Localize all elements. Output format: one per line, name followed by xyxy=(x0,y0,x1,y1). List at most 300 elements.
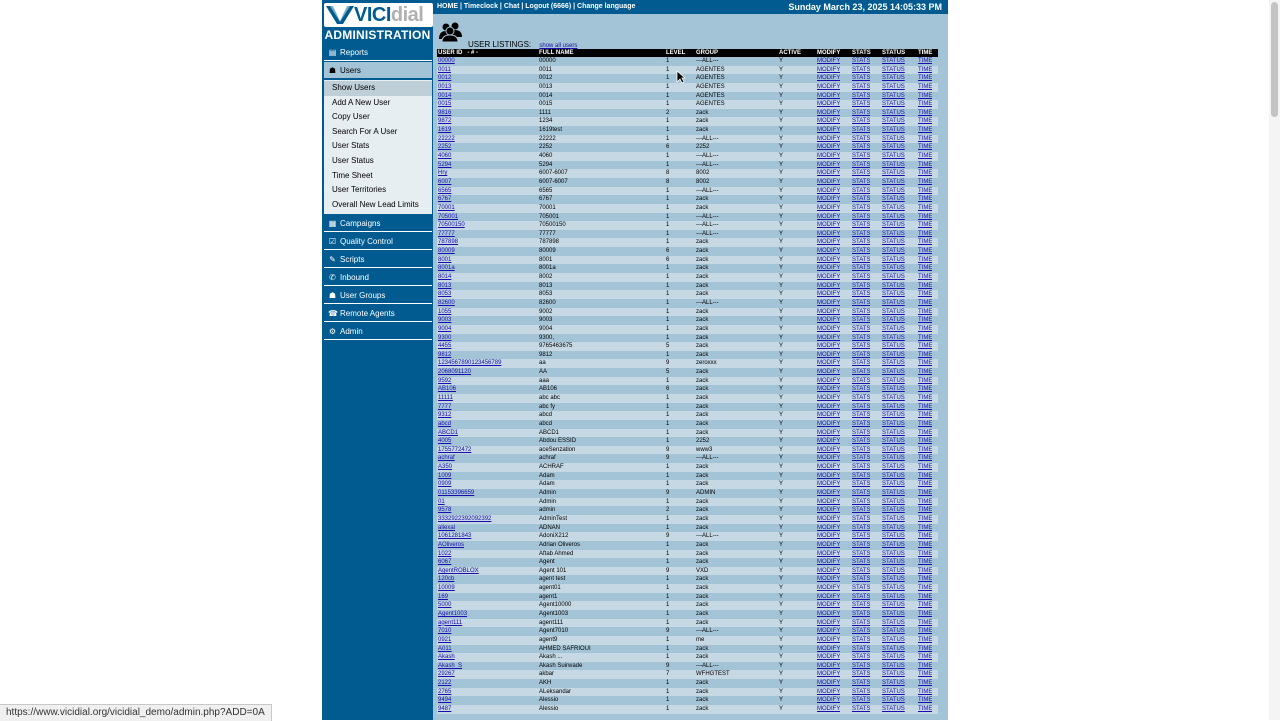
modify-link[interactable]: MODIFY xyxy=(817,602,841,609)
time-link[interactable]: TIME xyxy=(918,706,933,713)
modify-link[interactable]: MODIFY xyxy=(817,196,841,203)
user-id-link[interactable]: 0014 xyxy=(438,92,452,99)
modify-link[interactable]: MODIFY xyxy=(817,481,841,488)
modify-link[interactable]: MODIFY xyxy=(817,282,841,289)
user-id-link[interactable]: 7010 xyxy=(438,628,452,635)
status-link[interactable]: STATUS xyxy=(882,550,905,557)
user-id-link[interactable]: 0011 xyxy=(438,66,451,73)
time-link[interactable]: TIME xyxy=(918,403,933,410)
stats-link[interactable]: STATS xyxy=(852,541,871,548)
stats-link[interactable]: STATS xyxy=(852,265,871,272)
time-link[interactable]: TIME xyxy=(918,412,933,419)
modify-link[interactable]: MODIFY xyxy=(817,334,841,341)
status-link[interactable]: STATUS xyxy=(882,239,905,246)
time-link[interactable]: TIME xyxy=(918,58,933,64)
status-link[interactable]: STATUS xyxy=(882,403,905,410)
time-link[interactable]: TIME xyxy=(918,317,933,324)
status-link[interactable]: STATUS xyxy=(882,299,905,306)
status-link[interactable]: STATUS xyxy=(882,360,905,367)
modify-link[interactable]: MODIFY xyxy=(817,585,841,592)
user-id-link[interactable]: 8001 xyxy=(438,256,452,263)
user-id-link[interactable]: 9004 xyxy=(438,325,452,332)
stats-link[interactable]: STATS xyxy=(852,282,871,289)
user-id-link[interactable]: 2765 xyxy=(438,688,452,695)
modify-link[interactable]: MODIFY xyxy=(817,109,841,116)
status-link[interactable]: STATUS xyxy=(882,706,905,713)
submenu-item-overall-new-lead-limits[interactable]: Overall New Lead Limits xyxy=(332,199,419,209)
modify-link[interactable]: MODIFY xyxy=(817,274,841,281)
stats-link[interactable]: STATS xyxy=(852,412,871,419)
modify-link[interactable]: MODIFY xyxy=(817,446,841,453)
user-id-link[interactable]: 120cb xyxy=(438,576,455,583)
modify-link[interactable]: MODIFY xyxy=(817,636,841,643)
status-link[interactable]: STATUS xyxy=(882,161,905,168)
stats-link[interactable]: STATS xyxy=(852,446,871,453)
status-link[interactable]: STATUS xyxy=(882,66,905,73)
time-link[interactable]: TIME xyxy=(918,680,933,687)
modify-link[interactable]: MODIFY xyxy=(817,66,841,73)
status-link[interactable]: STATUS xyxy=(882,697,905,704)
user-id-link[interactable]: agent111 xyxy=(438,619,463,626)
time-link[interactable]: TIME xyxy=(918,170,933,177)
stats-link[interactable]: STATS xyxy=(852,334,871,341)
stats-link[interactable]: STATS xyxy=(852,472,871,479)
stats-link[interactable]: STATS xyxy=(852,515,871,522)
time-link[interactable]: TIME xyxy=(918,187,933,194)
stats-link[interactable]: STATS xyxy=(852,66,871,73)
modify-link[interactable]: MODIFY xyxy=(817,680,841,687)
user-id-link[interactable]: 70001 xyxy=(438,204,455,211)
modify-link[interactable]: MODIFY xyxy=(817,360,841,367)
stats-link[interactable]: STATS xyxy=(852,455,871,462)
status-link[interactable]: STATUS xyxy=(882,507,905,514)
modify-link[interactable]: MODIFY xyxy=(817,412,841,419)
time-link[interactable]: TIME xyxy=(918,369,933,376)
user-id-link[interactable]: 5294 xyxy=(438,161,452,168)
stats-link[interactable]: STATS xyxy=(852,645,871,652)
stats-link[interactable]: STATS xyxy=(852,161,871,168)
status-link[interactable]: STATUS xyxy=(882,256,905,263)
scrollbar-thumb[interactable] xyxy=(1271,2,1278,117)
stats-link[interactable]: STATS xyxy=(852,170,871,177)
modify-link[interactable]: MODIFY xyxy=(817,394,841,401)
modify-link[interactable]: MODIFY xyxy=(817,593,841,600)
modify-link[interactable]: MODIFY xyxy=(817,204,841,211)
stats-link[interactable]: STATS xyxy=(852,611,871,617)
status-link[interactable]: STATUS xyxy=(882,325,905,332)
show-all-users-link[interactable]: show all users xyxy=(539,43,578,49)
status-link[interactable]: STATUS xyxy=(882,585,905,592)
user-id-link[interactable]: 22222 xyxy=(438,135,455,142)
time-link[interactable]: TIME xyxy=(918,567,933,574)
time-link[interactable]: TIME xyxy=(918,239,933,246)
stats-link[interactable]: STATS xyxy=(852,248,871,255)
time-link[interactable]: TIME xyxy=(918,438,933,445)
submenu-item-add-a-new-user[interactable]: Add A New User xyxy=(332,97,391,107)
status-link[interactable]: STATUS xyxy=(882,524,905,531)
user-id-link[interactable]: 1055 xyxy=(438,308,452,315)
stats-link[interactable]: STATS xyxy=(852,144,871,151)
time-link[interactable]: TIME xyxy=(918,135,933,142)
status-link[interactable]: STATUS xyxy=(882,628,905,635)
stats-link[interactable]: STATS xyxy=(852,680,871,687)
status-link[interactable]: STATUS xyxy=(882,317,905,324)
user-id-link[interactable]: Akash_S xyxy=(438,662,463,669)
modify-link[interactable]: MODIFY xyxy=(817,541,841,548)
user-id-link[interactable]: 77777 xyxy=(438,230,455,237)
stats-link[interactable]: STATS xyxy=(852,377,871,384)
user-id-link[interactable]: 0909 xyxy=(438,481,452,488)
status-link[interactable]: STATUS xyxy=(882,144,905,151)
stats-link[interactable]: STATS xyxy=(852,585,871,592)
user-id-link[interactable]: 01 xyxy=(438,498,445,505)
stats-link[interactable]: STATS xyxy=(852,481,871,488)
vicidial-logo[interactable] xyxy=(324,3,433,27)
modify-link[interactable]: MODIFY xyxy=(817,524,841,531)
user-id-link[interactable]: 6007 xyxy=(438,178,452,185)
sidebar-item-reports[interactable] xyxy=(324,44,432,61)
user-id-link[interactable]: 0012 xyxy=(438,75,452,82)
time-link[interactable]: TIME xyxy=(918,153,933,160)
status-link[interactable]: STATUS xyxy=(882,645,905,652)
top-link-home[interactable]: HOME xyxy=(437,3,458,10)
user-id-link[interactable]: 9487 xyxy=(438,706,452,713)
status-link[interactable]: STATUS xyxy=(882,567,905,574)
status-link[interactable]: STATUS xyxy=(882,438,905,445)
stats-link[interactable]: STATS xyxy=(852,619,871,626)
status-link[interactable]: STATUS xyxy=(882,153,905,160)
stats-link[interactable]: STATS xyxy=(852,58,871,64)
stats-link[interactable]: STATS xyxy=(852,83,871,90)
user-id-link[interactable]: 787898 xyxy=(438,239,459,246)
stats-link[interactable]: STATS xyxy=(852,274,871,281)
status-link[interactable]: STATUS xyxy=(882,472,905,479)
time-link[interactable]: TIME xyxy=(918,636,933,643)
stats-link[interactable]: STATS xyxy=(852,671,871,678)
modify-link[interactable]: MODIFY xyxy=(817,299,841,306)
status-link[interactable]: STATUS xyxy=(882,619,905,626)
status-link[interactable]: STATUS xyxy=(882,308,905,315)
stats-link[interactable]: STATS xyxy=(852,101,871,108)
time-link[interactable]: TIME xyxy=(918,515,933,522)
header-level[interactable]: LEVEL xyxy=(666,50,686,56)
modify-link[interactable]: MODIFY xyxy=(817,325,841,332)
status-link[interactable]: STATUS xyxy=(882,654,905,661)
modify-link[interactable]: MODIFY xyxy=(817,628,841,635)
status-link[interactable]: STATUS xyxy=(882,101,905,108)
time-link[interactable]: TIME xyxy=(918,602,933,609)
status-link[interactable]: STATUS xyxy=(882,343,905,350)
time-link[interactable]: TIME xyxy=(918,490,933,497)
stats-link[interactable]: STATS xyxy=(852,204,871,211)
time-link[interactable]: TIME xyxy=(918,66,933,73)
top-link-chat[interactable]: Chat xyxy=(503,3,520,10)
time-link[interactable]: TIME xyxy=(918,213,933,220)
modify-link[interactable]: MODIFY xyxy=(817,369,841,376)
modify-link[interactable]: MODIFY xyxy=(817,619,841,626)
time-link[interactable]: TIME xyxy=(918,101,933,108)
time-link[interactable]: TIME xyxy=(918,118,933,125)
status-link[interactable]: STATUS xyxy=(882,83,905,90)
submenu-item-show-users[interactable]: Show Users xyxy=(324,81,432,96)
modify-link[interactable]: MODIFY xyxy=(817,377,841,384)
user-id-link[interactable]: 0921 xyxy=(438,636,452,643)
time-link[interactable]: TIME xyxy=(918,75,933,82)
modify-link[interactable]: MODIFY xyxy=(817,688,841,695)
status-link[interactable]: STATUS xyxy=(882,222,905,229)
status-link[interactable]: STATUS xyxy=(882,680,905,687)
modify-link[interactable]: MODIFY xyxy=(817,230,841,237)
sidebar-item-user-groups[interactable] xyxy=(324,287,432,304)
modify-link[interactable]: MODIFY xyxy=(817,118,841,125)
time-link[interactable]: TIME xyxy=(918,127,933,134)
modify-link[interactable]: MODIFY xyxy=(817,101,841,108)
status-link[interactable]: STATUS xyxy=(882,213,905,220)
modify-link[interactable]: MODIFY xyxy=(817,490,841,497)
submenu-item-user-status[interactable]: User Status xyxy=(332,155,374,165)
stats-link[interactable]: STATS xyxy=(852,706,871,713)
user-id-link[interactable]: AOliveros xyxy=(438,541,465,548)
user-id-link[interactable]: 80009 xyxy=(438,248,455,255)
stats-link[interactable]: STATS xyxy=(852,697,871,704)
user-id-link[interactable]: Akash xyxy=(438,654,455,661)
stats-link[interactable]: STATS xyxy=(852,498,871,505)
user-id-link[interactable]: 9816 xyxy=(438,109,452,116)
time-link[interactable]: TIME xyxy=(918,144,933,151)
sidebar-item-inbound[interactable] xyxy=(324,269,432,286)
status-link[interactable]: STATUS xyxy=(882,75,905,82)
modify-link[interactable]: MODIFY xyxy=(817,455,841,462)
user-id-link[interactable]: 1619 xyxy=(438,127,452,134)
modify-link[interactable]: MODIFY xyxy=(817,567,841,574)
time-link[interactable]: TIME xyxy=(918,593,933,600)
modify-link[interactable]: MODIFY xyxy=(817,550,841,557)
stats-link[interactable]: STATS xyxy=(852,118,871,125)
user-id-link[interactable]: AgentROBLOX xyxy=(438,567,479,574)
user-id-link[interactable]: ABCD1 xyxy=(438,429,459,436)
status-link[interactable]: STATUS xyxy=(882,559,905,566)
stats-link[interactable]: STATS xyxy=(852,360,871,367)
user-id-link[interactable]: 2252 xyxy=(438,144,452,151)
status-link[interactable]: STATUS xyxy=(882,515,905,522)
time-link[interactable]: TIME xyxy=(918,446,933,453)
modify-link[interactable]: MODIFY xyxy=(817,265,841,272)
sidebar-item-quality-control[interactable] xyxy=(324,233,432,250)
modify-link[interactable]: MODIFY xyxy=(817,291,841,298)
modify-link[interactable]: MODIFY xyxy=(817,58,841,64)
modify-link[interactable]: MODIFY xyxy=(817,559,841,566)
stats-link[interactable]: STATS xyxy=(852,109,871,116)
stats-link[interactable]: STATS xyxy=(852,533,871,540)
time-link[interactable]: TIME xyxy=(918,291,933,298)
status-link[interactable]: STATUS xyxy=(882,109,905,116)
stats-link[interactable]: STATS xyxy=(852,464,871,471)
status-link[interactable]: STATUS xyxy=(882,248,905,255)
time-link[interactable]: TIME xyxy=(918,92,933,99)
status-link[interactable]: STATUS xyxy=(882,170,905,177)
modify-link[interactable]: MODIFY xyxy=(817,308,841,315)
stats-link[interactable]: STATS xyxy=(852,593,871,600)
user-id-link[interactable]: 70500150 xyxy=(438,222,465,229)
status-link[interactable]: STATUS xyxy=(882,671,905,678)
modify-link[interactable]: MODIFY xyxy=(817,671,841,678)
status-link[interactable]: STATUS xyxy=(882,688,905,695)
modify-link[interactable]: MODIFY xyxy=(817,654,841,661)
user-id-link[interactable]: 82600 xyxy=(438,299,455,306)
status-link[interactable]: STATUS xyxy=(882,204,905,211)
user-id-link[interactable]: 8013 xyxy=(438,282,452,289)
modify-link[interactable]: MODIFY xyxy=(817,248,841,255)
status-link[interactable]: STATUS xyxy=(882,230,905,237)
time-link[interactable]: TIME xyxy=(918,299,933,306)
stats-link[interactable]: STATS xyxy=(852,429,871,436)
stats-link[interactable]: STATS xyxy=(852,559,871,566)
status-link[interactable]: STATUS xyxy=(882,386,905,393)
status-link[interactable]: STATUS xyxy=(882,282,905,289)
status-link[interactable]: STATUS xyxy=(882,334,905,341)
time-link[interactable]: TIME xyxy=(918,204,933,211)
user-id-link[interactable]: 3332922392092392 xyxy=(438,515,492,522)
header-user-id[interactable]: USER ID - # - xyxy=(438,50,479,56)
modify-link[interactable]: MODIFY xyxy=(817,153,841,160)
stats-link[interactable]: STATS xyxy=(852,308,871,315)
time-link[interactable]: TIME xyxy=(918,256,933,263)
time-link[interactable]: TIME xyxy=(918,697,933,704)
status-link[interactable]: STATUS xyxy=(882,265,905,272)
stats-link[interactable]: STATS xyxy=(852,256,871,263)
status-link[interactable]: STATUS xyxy=(882,636,905,643)
user-id-link[interactable]: 11111 xyxy=(438,394,453,401)
time-link[interactable]: TIME xyxy=(918,222,933,229)
top-link-change-language[interactable]: Change language xyxy=(577,3,636,10)
time-link[interactable]: TIME xyxy=(918,83,933,90)
modify-link[interactable]: MODIFY xyxy=(817,83,841,90)
status-link[interactable]: STATUS xyxy=(882,196,905,203)
stats-link[interactable]: STATS xyxy=(852,567,871,574)
stats-link[interactable]: STATS xyxy=(852,490,871,497)
stats-link[interactable]: STATS xyxy=(852,420,871,427)
modify-link[interactable]: MODIFY xyxy=(817,170,841,177)
stats-link[interactable]: STATS xyxy=(852,230,871,237)
user-id-link[interactable]: 5000 xyxy=(438,602,452,609)
status-link[interactable]: STATUS xyxy=(882,127,905,134)
top-link-logout-6666[interactable]: Logout (6666) xyxy=(525,3,572,10)
time-link[interactable]: TIME xyxy=(918,472,933,479)
status-link[interactable]: STATUS xyxy=(882,429,905,436)
stats-link[interactable]: STATS xyxy=(852,127,871,134)
time-link[interactable]: TIME xyxy=(918,161,933,168)
status-link[interactable]: STATUS xyxy=(882,481,905,488)
user-id-link[interactable]: 8014 xyxy=(438,274,452,281)
time-link[interactable]: TIME xyxy=(918,662,933,669)
status-link[interactable]: STATUS xyxy=(882,92,905,99)
time-link[interactable]: TIME xyxy=(918,265,933,272)
user-id-link[interactable]: 7777 xyxy=(438,403,452,410)
sidebar-item-scripts[interactable] xyxy=(324,251,432,268)
user-id-link[interactable]: 1755772472 xyxy=(438,446,472,453)
submenu-item-time-sheet[interactable]: Time Sheet xyxy=(332,170,373,180)
user-id-link[interactable]: A011 xyxy=(438,645,452,652)
time-link[interactable]: TIME xyxy=(918,429,933,436)
user-id-link[interactable]: 0015 xyxy=(438,101,452,108)
user-id-link[interactable]: 8053 xyxy=(438,291,452,298)
modify-link[interactable]: MODIFY xyxy=(817,611,841,617)
header-full-name[interactable]: FULL NAME xyxy=(539,50,574,56)
time-link[interactable]: TIME xyxy=(918,524,933,531)
time-link[interactable]: TIME xyxy=(918,360,933,367)
stats-link[interactable]: STATS xyxy=(852,662,871,669)
stats-link[interactable]: STATS xyxy=(852,75,871,82)
time-link[interactable]: TIME xyxy=(918,351,933,358)
sidebar-item-remote-agents[interactable] xyxy=(324,305,432,322)
status-link[interactable]: STATUS xyxy=(882,611,905,617)
stats-link[interactable]: STATS xyxy=(852,291,871,298)
submenu-item-search-for-a-user[interactable]: Search For A User xyxy=(332,126,398,136)
time-link[interactable]: TIME xyxy=(918,325,933,332)
stats-link[interactable]: STATS xyxy=(852,153,871,160)
time-link[interactable]: TIME xyxy=(918,645,933,652)
modify-link[interactable]: MODIFY xyxy=(817,576,841,583)
modify-link[interactable]: MODIFY xyxy=(817,256,841,263)
modify-link[interactable]: MODIFY xyxy=(817,403,841,410)
stats-link[interactable]: STATS xyxy=(852,369,871,376)
user-id-link[interactable]: aliexal xyxy=(438,524,456,531)
modify-link[interactable]: MODIFY xyxy=(817,239,841,246)
user-id-link[interactable]: 6767 xyxy=(438,196,452,203)
modify-link[interactable]: MODIFY xyxy=(817,662,841,669)
time-link[interactable]: TIME xyxy=(918,274,933,281)
stats-link[interactable]: STATS xyxy=(852,325,871,332)
time-link[interactable]: TIME xyxy=(918,654,933,661)
time-link[interactable]: TIME xyxy=(918,550,933,557)
modify-link[interactable]: MODIFY xyxy=(817,472,841,479)
modify-link[interactable]: MODIFY xyxy=(817,706,841,713)
stats-link[interactable]: STATS xyxy=(852,550,871,557)
time-link[interactable]: TIME xyxy=(918,109,933,116)
time-link[interactable]: TIME xyxy=(918,498,933,505)
modify-link[interactable]: MODIFY xyxy=(817,187,841,194)
user-id-link[interactable]: 8001a xyxy=(438,265,455,272)
modify-link[interactable]: MODIFY xyxy=(817,144,841,151)
user-id-link[interactable]: Agent1003 xyxy=(438,611,468,617)
time-link[interactable]: TIME xyxy=(918,377,933,384)
user-id-link[interactable]: 4060 xyxy=(438,153,452,160)
status-link[interactable]: STATUS xyxy=(882,377,905,384)
modify-link[interactable]: MODIFY xyxy=(817,161,841,168)
time-link[interactable]: TIME xyxy=(918,671,933,678)
top-link-timeclock[interactable]: Timeclock xyxy=(463,3,498,10)
user-id-link[interactable]: 9812 xyxy=(438,351,452,358)
stats-link[interactable]: STATS xyxy=(852,628,871,635)
stats-link[interactable]: STATS xyxy=(852,196,871,203)
status-link[interactable]: STATUS xyxy=(882,118,905,125)
user-id-link[interactable]: 169 xyxy=(438,593,449,600)
time-link[interactable]: TIME xyxy=(918,248,933,255)
status-link[interactable]: STATUS xyxy=(882,662,905,669)
stats-link[interactable]: STATS xyxy=(852,636,871,643)
time-link[interactable]: TIME xyxy=(918,585,933,592)
status-link[interactable]: STATUS xyxy=(882,490,905,497)
submenu-item-user-stats[interactable]: User Stats xyxy=(332,141,370,151)
user-id-link[interactable]: AB106 xyxy=(438,386,457,393)
modify-link[interactable]: MODIFY xyxy=(817,438,841,445)
user-id-link[interactable]: 705001 xyxy=(438,213,459,220)
user-id-link[interactable]: 1009 xyxy=(438,472,452,479)
stats-link[interactable]: STATS xyxy=(852,602,871,609)
user-id-link[interactable]: 01153396659 xyxy=(438,490,475,497)
user-id-link[interactable]: abcd xyxy=(438,420,452,427)
time-link[interactable]: TIME xyxy=(918,178,933,185)
